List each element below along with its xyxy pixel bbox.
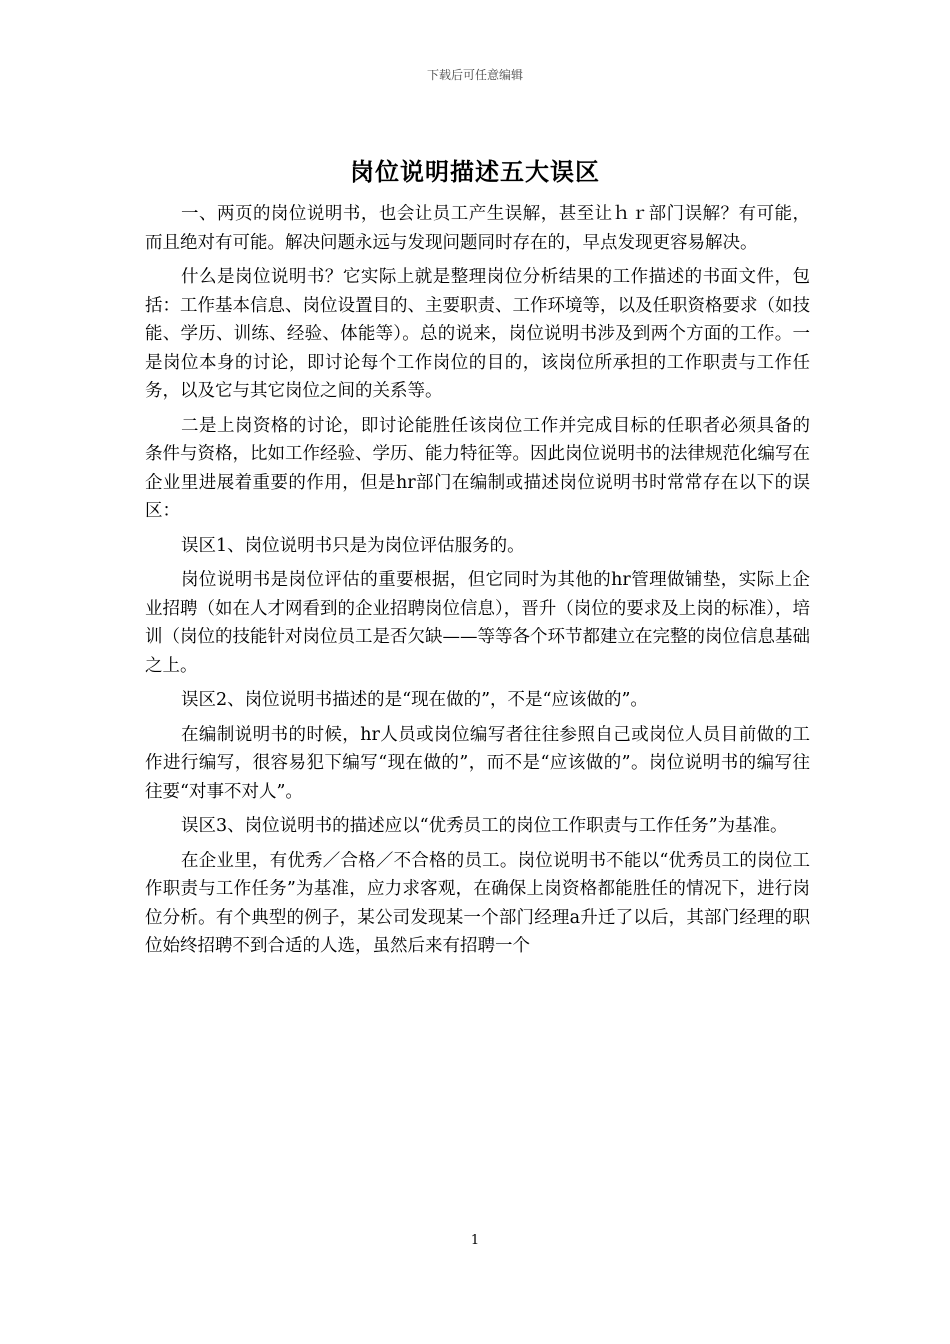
paragraph-1: 一、两页的岗位说明书，也会让员工产生误解，甚至让ｈｒ部门误解？有可能，而且绝对有可能。解决问题永远与发现问题同时存在的，早点发现更容易解决。 [145,204,810,253]
paragraph-2: 什么是岗位说明书？它实际上就是整理岗位分析结果的工作描述的书面文件，包括：工作基本信息、岗位设置目的、主要职责、工作环境等，以及任职资格要求（如技能、学历、训练、经验、体能等）。总的说来，岗位说明书涉及到两个方面的工作。一是岗位本身的讨论，即讨论每个工作岗位的目的，该岗位所承担的工作职责与工作任务，以及它与其它岗位之间的关系等。 [145,267,810,401]
page-number: 1 [470,1233,480,1248]
paragraph-5: 岗位说明书是岗位评估的重要根据，但它同时为其他的hr管理做铺垫，实际上企业招聘（如在人才网看到的企业招聘岗位信息），晋升（岗位的要求及上岗的标准），培训（岗位的技能针对岗位员工是否欠缺——等等各个环节都建立在完整的岗位信息基础之上。 [145,570,810,676]
paragraph-9: 在企业里，有优秀／合格／不合格的员工。岗位说明书不能以“优秀员工的岗位工作职责与工作任务”为基准，应力求客观，在确保上岗资格都能胜任的情况下，进行岗位分析。有个典型的例子，某公司发现某一个部门经理a升迁了以后，其部门经理的职位始终招聘不到合适的人选，虽然后来有招聘一个 [145,850,810,956]
misconception-1-heading: 误区1、岗位说明书只是为岗位评估服务的。 [181,535,525,556]
document-body [145,200,810,967]
paragraph-7: 在编制说明书的时候，hr人员或岗位编写者往往参照自己或岗位人员目前做的工作进行编写，很容易犯下编写“现在做的”，而不是“应该做的”。岗位说明书的编写往往要“对事不对人”。 [145,724,810,802]
document-title: 岗位说明描述五大误区 [350,158,600,186]
misconception-3-heading: 误区3、岗位说明书的描述应以“优秀员工的岗位工作职责与工作任务”为基准。 [181,816,788,836]
paragraph-3: 二是上岗资格的讨论，即讨论能胜任该岗位工作并完成目标的任职者必须具备的条件与资格，比如工作经验、学历、能力特征等。因此岗位说明书的法律规范化编写在企业里进展着重要的作用，但是hr部门在编制或描述岗位说明书时常常存在以下的误区： [145,415,810,521]
page-header: 下载后可任意编辑 [426,68,523,82]
misconception-2-heading: 误区2、岗位说明书描述的是“现在做的”，不是“应该做的”。 [181,690,648,710]
